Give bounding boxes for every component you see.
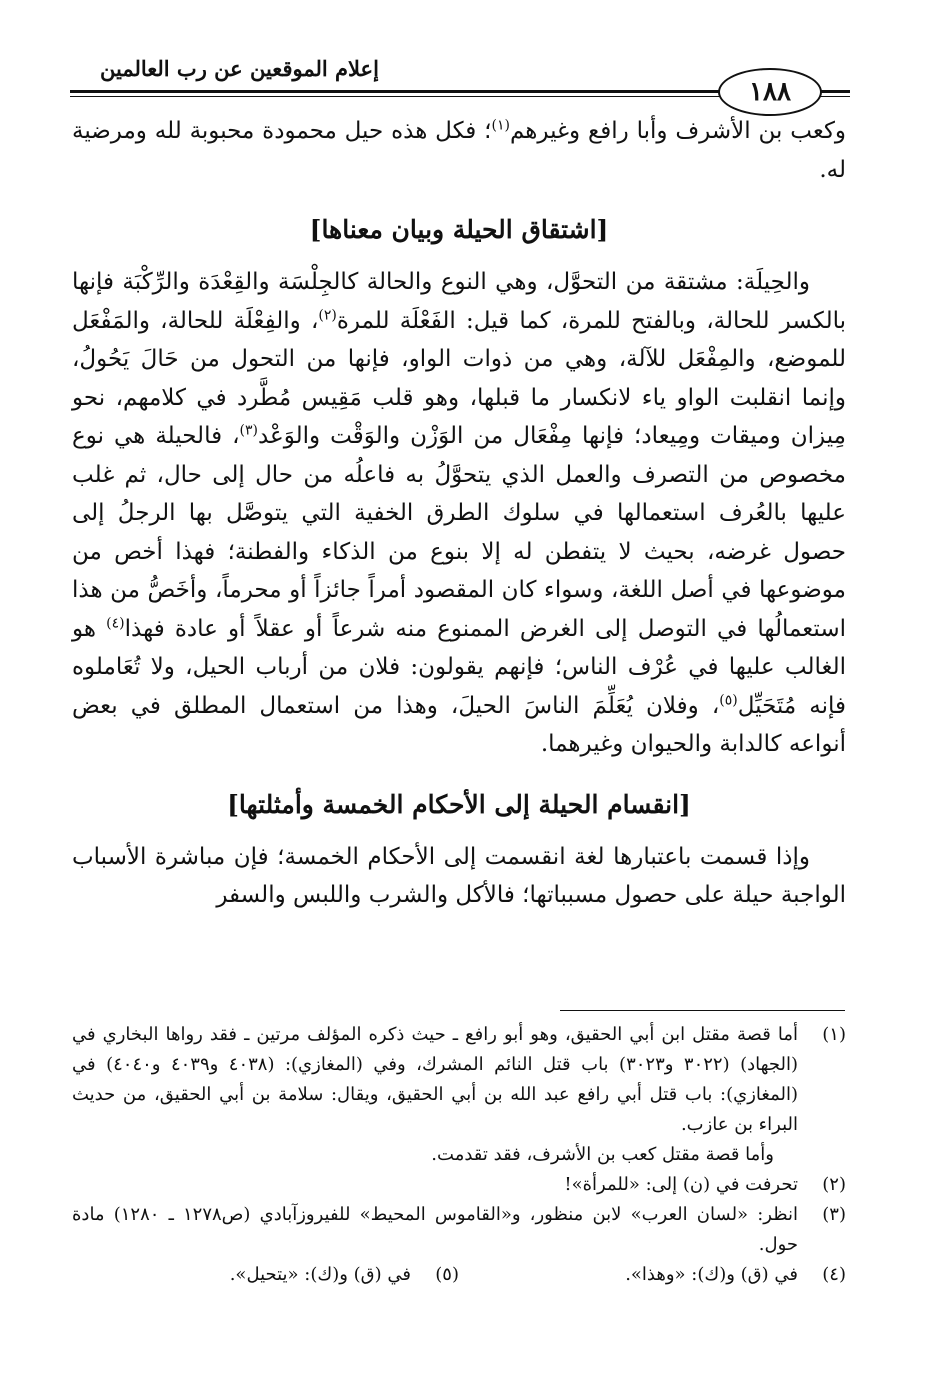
footnotes: [72, 1020, 846, 1290]
footnote-number: (١): [822, 1024, 846, 1045]
footnote-1: [72, 1020, 846, 1140]
footnote-2: [72, 1170, 846, 1200]
footnote-text: في (ق) و(ك): «وهذا».: [625, 1264, 798, 1285]
running-title: إعلام الموقعين عن رب العالمين: [100, 56, 379, 81]
footnote-ref-4[interactable]: (٤): [106, 614, 125, 631]
footnote-text: انظر: «لسان العرب» لابن منظور، و«القاموس المحيط» للفيروزآبادي (ص١٢٧٨ ـ ١٢٨٠) مادة حول.: [72, 1204, 798, 1255]
footnote-text: تحرفت في (ن) إلى: «للمرأة»!: [564, 1174, 798, 1195]
footnote-ref-3[interactable]: (٣): [239, 422, 258, 439]
page-number: ١٨٨: [718, 68, 822, 116]
footnote-text: أما قصة مقتل ابن أبي الحقيق، وهو أبو رافع ـ حيث ذكره المؤلف مرتين ـ فقد رواها البخاري في (الجهاد) (٣٠٢٢ و٣٠٢٣) باب قتل النائم المشرك، وفي (المغازي): (٤٠٣٨ و٤٠٣٩ و٤٠٤٠) في (المغازي): باب قتل أبي رافع عبد الله بن أبي الحقيق، ويقال: سلامة بن أبي الحقيق، من حديث البراء بن عازب.: [72, 1024, 799, 1135]
paragraph-2: والحِيلَة: مشتقة من التحوَّل، وهي النوع والحالة كالجِلْسَة والقِعْدَة والرِّكْبَة فإنها بالكسر للحالة، وبالفتح للمرة، كما قيل: الفَعْلَة للمرة$^{(٢)}$، والفِعْلَة للحالة، والمَفْعَل للموضع، والمِفْعَل للآلة، وهي من ذوات الواو، فإنها من التحول من حَالَ يَحُولُ، وإنما انقلبت الواو ياء لانكسار ما قبلها، وهو قلب مَقِيس مُطَّرد في كلامهم، نحو مِيزان وميقات ومِيعاد؛ فإنها مِفْعَال من الوَزْن والوَقْت والوَعْد$^{(٣)}$، فالحيلة هي نوع مخصوص من التصرف والعمل الذي يتحوَّلُ به فاعلُه من حال إلى حال، ثم غلب عليها بالعُرف استعمالها في سلوك الطرق الخفية التي يتوصَّل بها الرجلُ إلى حصول غرضه، بحيث لا يتفطن له إلا بنوع من الذكاء والفطنة؛ فهذا أخص من موضوعها في أصل اللغة، وسواء كان المقصود أمراً جائزاً أو محرماً، وأخَصُّ من هذا استعمالُها في التوصل إلى الغرض الممنوع منه شرعاً أو عقلاً أو عادة فهذا$^{(٤)}$ هو الغالب عليها في عُرْف الناس؛ فإنهم يقولون: فلان من أرباب الحيل، ولا تُعَاملوه فإنه مُتَحَيِّل$^{(٥)}$، وفلان يُعَلِّمَ الناسَ الحيلَ، وهذا من استعمال المطلق في بعض أنواعه كالدابة والحيوان وغيرهما.: [72, 269, 846, 757]
footnote-4: [459, 1260, 846, 1290]
footnote-number: (٥): [435, 1264, 459, 1285]
footnote-number: (٤): [822, 1264, 846, 1285]
footnote-separator: [560, 1010, 845, 1011]
footnote-ref-1[interactable]: (١): [491, 117, 510, 134]
footnote-ref-5[interactable]: (٥): [719, 691, 738, 708]
footnote-ref-2[interactable]: (٢): [318, 306, 337, 323]
footnote-number: (٢): [822, 1174, 846, 1195]
main-text: [72, 112, 846, 915]
footnote-3: [72, 1200, 846, 1260]
footnote-number: (٣): [822, 1204, 846, 1225]
paragraph-3: وإذا قسمت باعتبارها لغة انقسمت إلى الأحكام الخمسة؛ فإن مباشرة الأسباب الواجبة حيلة على حصول مسبباتها؛ فالأكل والشرب واللبس والسفر: [72, 843, 846, 908]
paragraph-1: وكعب بن الأشرف وأبا رافع وغيرهم$^{(١)}$؛ فكل هذه حيل محمودة محبوبة لله ومرضية له.: [72, 117, 846, 183]
footnote-5: [72, 1260, 459, 1290]
section-heading-1: [اشتقاق الحيلة وبيان معناها]: [309, 215, 609, 244]
section-heading-2: [انقسام الحيلة إلى الأحكام الخمسة وأمثلتها]: [227, 789, 691, 819]
footnote-1-continuation: وأما قصة مقتل كعب بن الأشرف، فقد تقدمت.: [431, 1144, 774, 1165]
footnotes-4-5: [72, 1260, 846, 1290]
footnote-text: في (ق) و(ك): «يتحيل».: [229, 1264, 411, 1285]
